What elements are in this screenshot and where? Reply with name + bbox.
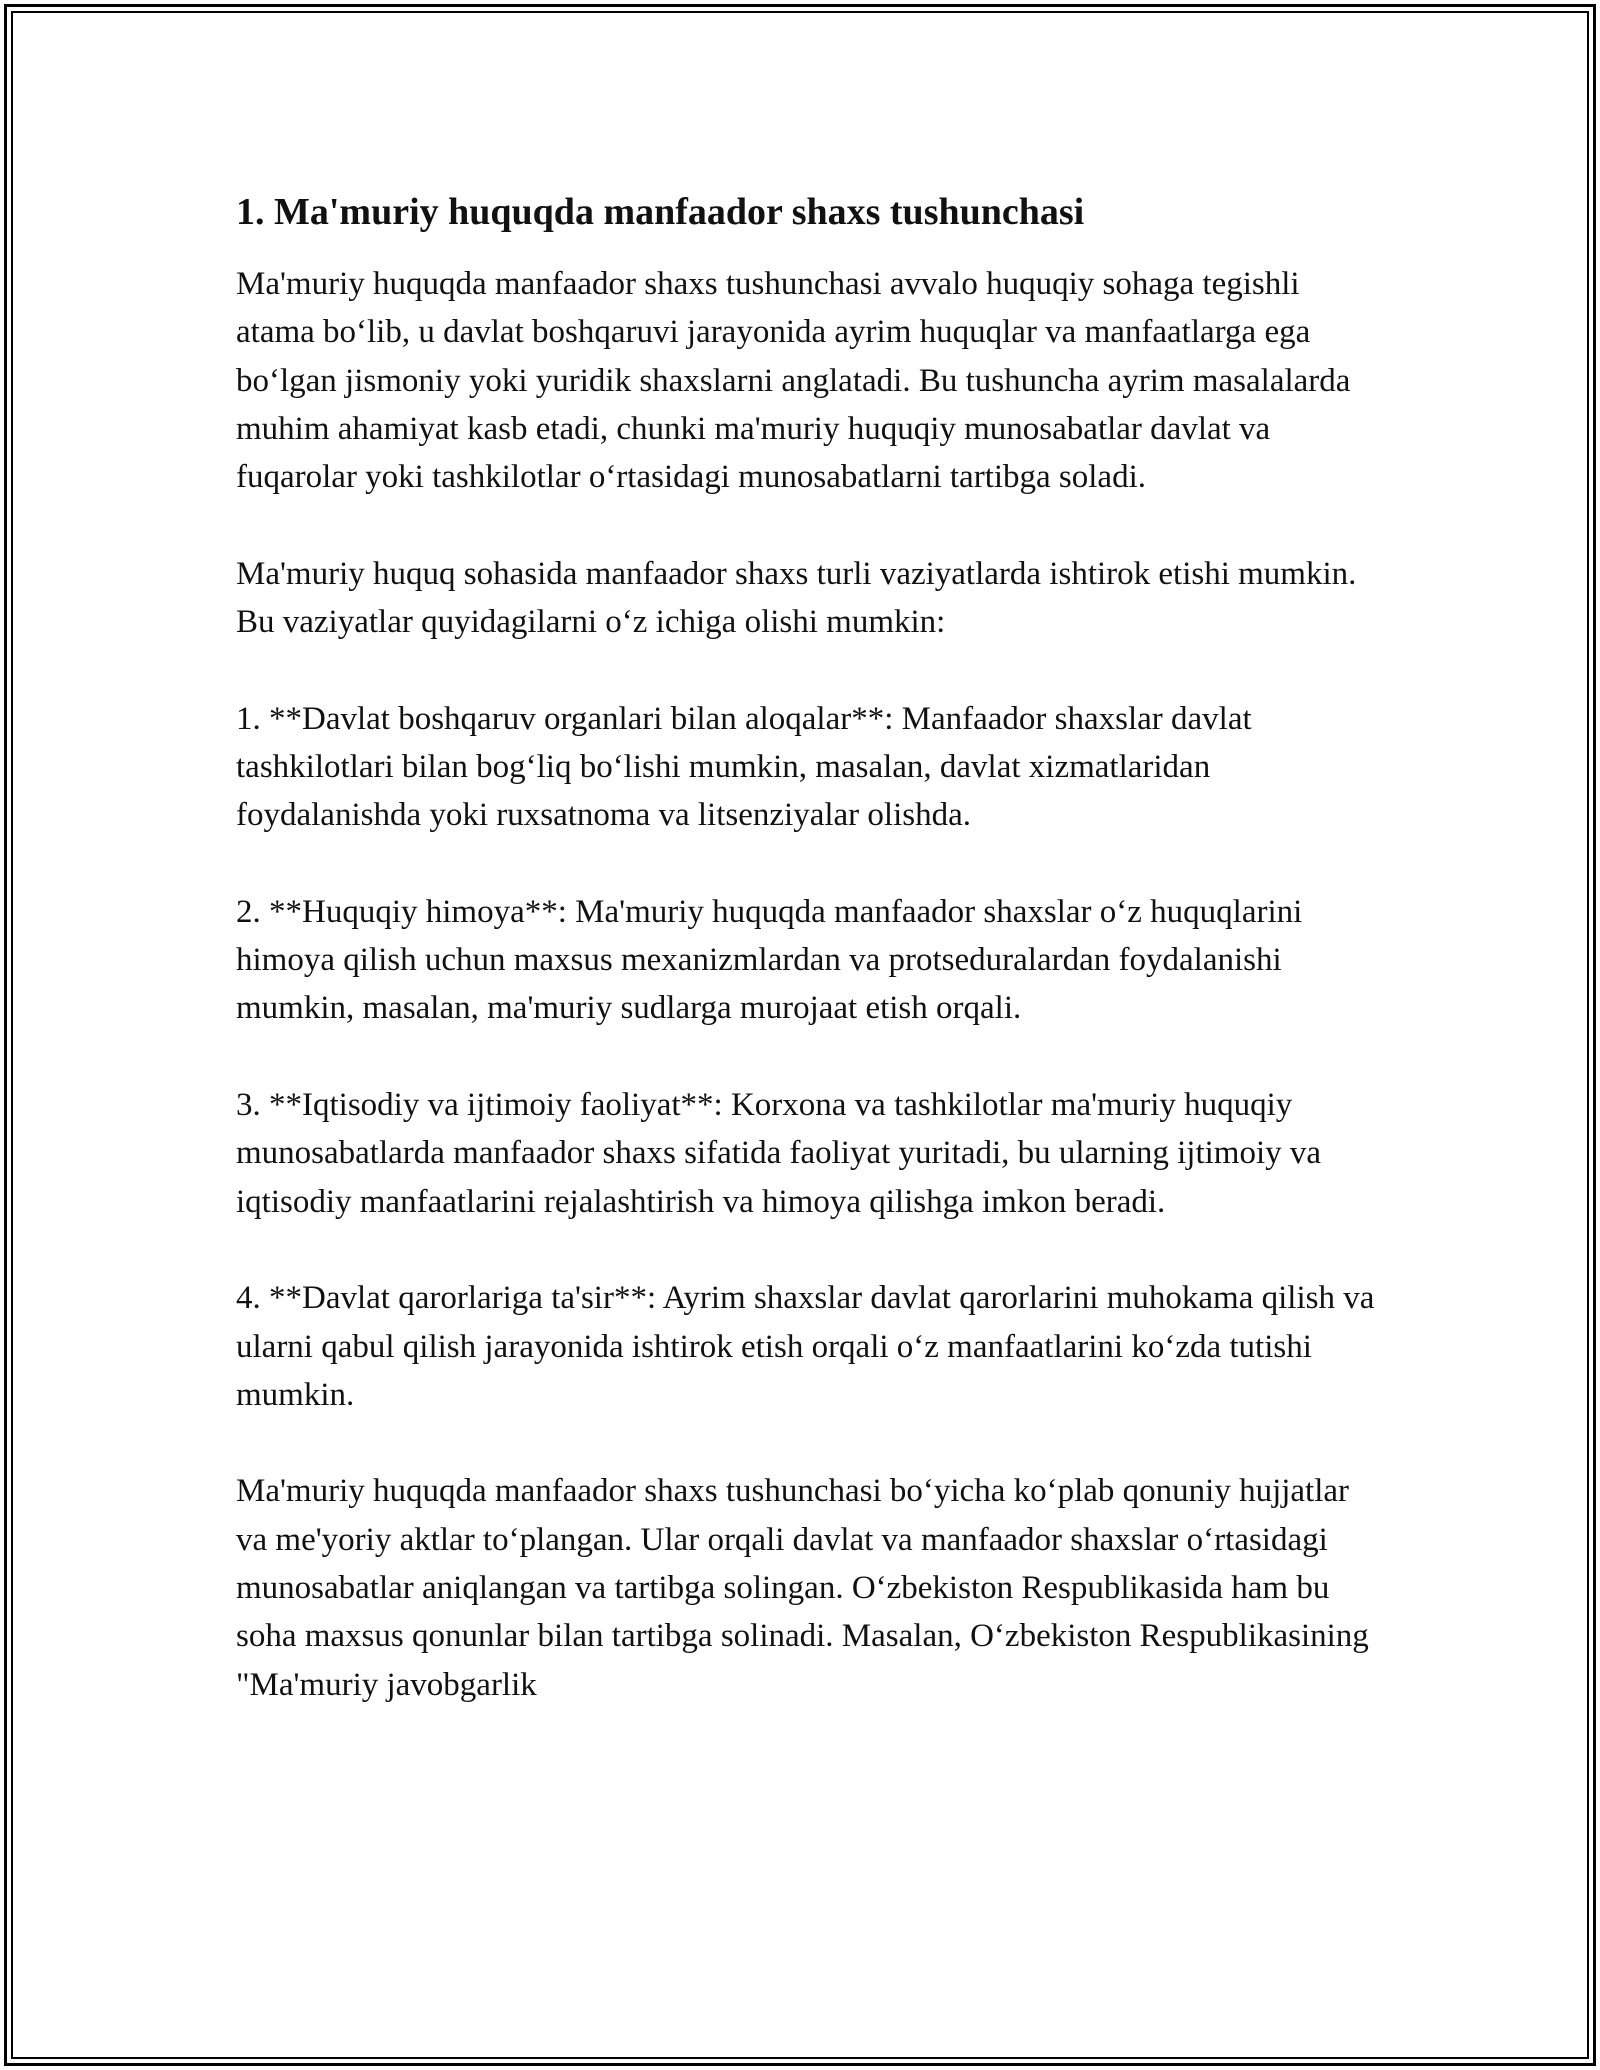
list-item-4: 4. **Davlat qarorlariga ta'sir**: Ayrim shaxslar davlat qarorlarini muhokama qilish va ularni qabul qilish jarayonida ishtirok etish orqali o‘z manfaatlarini ko‘zda tutishi mumkin.	[236, 1280, 1375, 1413]
list-item-2: 2. **Huquqiy himoya**: Ma'muriy huquqda manfaador shaxslar o‘z huquqlarini himoya qilish uchun maxsus mexanizmlardan va protseduralardan foydalanishi mumkin, masalan, ma'muriy sudlarga murojaat etish orqali.	[236, 893, 1303, 1027]
document-body	[236, 188, 1386, 1709]
paragraph-situations: Ma'muriy huquq sohasida manfaador shaxs turli vaziyatlarda ishtirok etishi mumkin. Bu vaziyatlar quyidagilarni o‘z ichiga olishi mumkin:	[236, 555, 1357, 641]
list-item-3: 3. **Iqtisodiy va ijtimoiy faoliyat**: Korxona va tashkilotlar ma'muriy huquqiy munosabatlarda manfaador shaxs sifatida faoliyat yuritadi, bu ularning ijtimoiy va iqtisodiy manfaatlarini rejalashtirish va himoya qilishga imkon beradi.	[236, 1087, 1322, 1220]
paragraph-legislation: Ma'muriy huquqda manfaador shaxs tushunchasi bo‘yicha ko‘plab qonuniy hujjatlar va me'yoriy aktlar to‘plangan. Ular orqali davlat va manfaador shaxslar o‘rtasidagi munosabatlar aniqlangan va tartibga solingan. O‘zbekiston Respublikasida ham bu soha maxsus qonunlar bilan tartibga solinadi. Masalan, O‘zbekiston Respublikasining "Ma'muriy javobgarlik	[236, 1473, 1369, 1703]
paragraph-intro: Ma'muriy huquqda manfaador shaxs tushunchasi avvalo huquqiy sohaga tegishli atama bo‘lib, u davlat boshqaruvi jarayonida ayrim huquqlar va manfaatlarga ega bo‘lgan jismoniy yoki yuridik shaxslarni anglatadi. Bu tushuncha ayrim masalalarda muhim ahamiyat kasb etadi, chunki ma'muriy huquqiy munosabatlar davlat va fuqarolar yoki tashkilotlar o‘rtasidagi munosabatlarni tartibga soladi.	[236, 266, 1351, 496]
list-item-1: 1. **Davlat boshqaruv organlari bilan aloqalar**: Manfaador shaxslar davlat tashkilotlari bilan bog‘liq bo‘lishi mumkin, masalan, davlat xizmatlaridan foydalanishda yoki ruxsatnoma va litsenziyalar olishda.	[236, 700, 1252, 834]
document-heading: 1. Ma'muriy huquqda manfaador shaxs tushunchasi	[236, 191, 1085, 233]
